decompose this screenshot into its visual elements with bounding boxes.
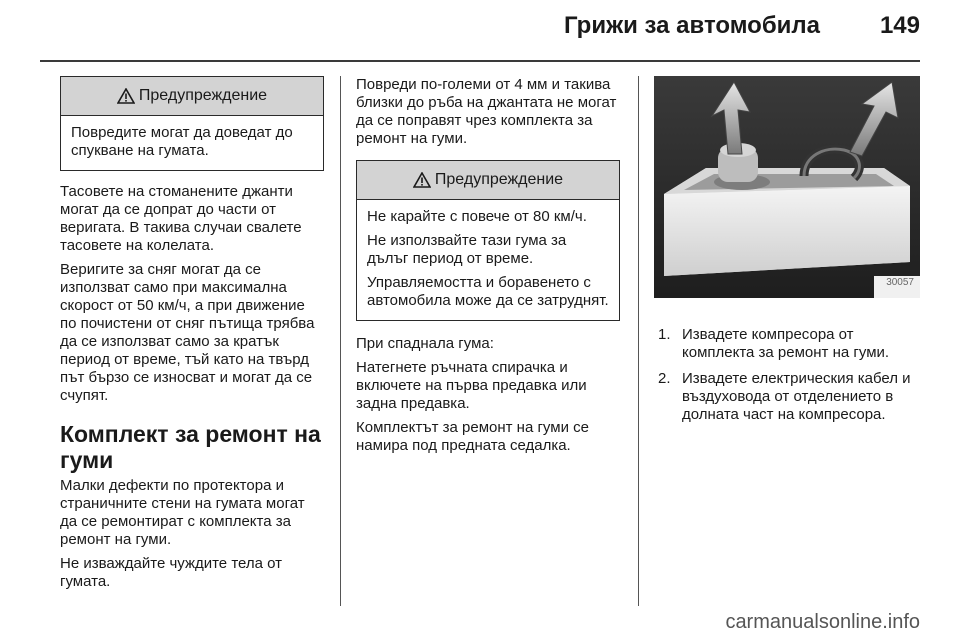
- warning-title: Предупреждение: [434, 171, 564, 188]
- warning-text: Не карайте с повече от 80 км/ч.: [367, 208, 587, 225]
- section-heading: Комплект за ремонт на гуми: [60, 421, 321, 473]
- warning-text: Не използвайте тази гума за дълъг период от време.: [367, 232, 567, 267]
- warning-header: [357, 161, 619, 200]
- header-divider: [40, 60, 920, 62]
- warning-text: Повредите могат да доведат до спукване на гумата.: [71, 124, 293, 159]
- warning-triangle-icon: [413, 172, 431, 188]
- image-code: 30057: [886, 277, 914, 288]
- column-left: [60, 76, 324, 597]
- list-item: [654, 370, 920, 424]
- paragraph: Натегнете ръчната спирачка и включете на първа предавка или задна предавка.: [356, 359, 587, 412]
- paragraph: Малки дефекти по протектора и страничните стени на гумата могат да се ремонтират с комплекта за ремонт на гуми.: [60, 477, 305, 548]
- column-middle: [356, 76, 620, 461]
- column-divider: [638, 76, 639, 606]
- column-right: [654, 76, 920, 432]
- page-header-title: Грижи за автомобила: [563, 12, 820, 39]
- warning-box: [356, 160, 620, 321]
- steps-list: [654, 326, 920, 424]
- warning-box: [60, 76, 324, 171]
- paragraph: Повреди по-големи от 4 мм и такива близки до ръба на джантата не могат да се поправят чрез комплекта за ремонт на гуми.: [356, 76, 617, 147]
- compressor-box-image: [654, 76, 920, 298]
- paragraph: При спаднала гума:: [356, 335, 494, 352]
- step-text: Извадете електрическия кабел и въздуховода от отделението в долната част на компресора.: [682, 370, 911, 423]
- paragraph: Веригите за сняг могат да се използват само при максимална скорост от 50 км/ч, а при движение по почистени от сняг пътища трябва да се използват само за кратък период от време, тъй като на твърд път бързо се износват и могат да се счупят.: [60, 261, 315, 404]
- warning-text: Управляемостта и боравенето с автомобила може да се затруднят.: [367, 274, 609, 309]
- warning-triangle-icon: [117, 88, 135, 104]
- warning-header: [61, 77, 323, 116]
- step-number: 2.: [658, 370, 671, 387]
- step-number: 1.: [658, 326, 671, 343]
- paragraph: Тасовете на стоманените джанти могат да се допрат до части от веригата. В такива случаи свалете тасовете на колелата.: [60, 183, 302, 254]
- list-item: [654, 326, 920, 362]
- paragraph: Не изваждайте чуждите тела от гумата.: [60, 555, 283, 590]
- watermark: carmanualsonline.info: [725, 611, 920, 633]
- paragraph: Комплектът за ремонт на гуми се намира под предната седалка.: [356, 419, 589, 454]
- warning-title: Предупреждение: [138, 87, 268, 104]
- step-text: Извадете компресора от комплекта за ремонт на гуми.: [682, 326, 890, 361]
- column-divider: [340, 76, 341, 606]
- page-number: 149: [879, 12, 920, 39]
- repair-kit-illustration: [654, 76, 920, 298]
